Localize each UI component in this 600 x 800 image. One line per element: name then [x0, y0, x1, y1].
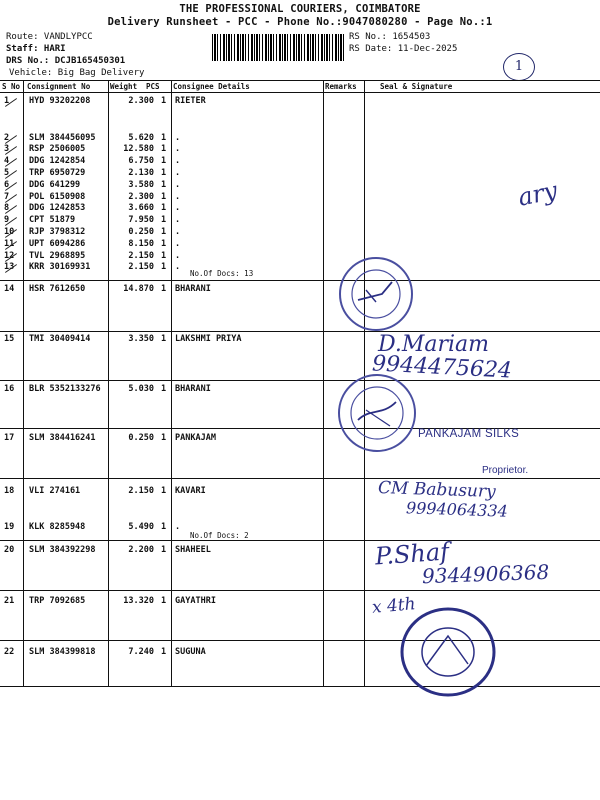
row-consignment-no: BLR 5352133276 — [29, 384, 101, 394]
row-pcs: 1 — [161, 203, 167, 213]
col-header-sno: S No — [2, 82, 21, 91]
row-consignment-no: TRP 6950729 — [29, 168, 86, 178]
runsheet-subtitle: Delivery Runsheet - PCC - Phone No.:9047080280 - Page No.:1 — [107, 16, 493, 28]
row-weight: 2.300 — [128, 96, 154, 106]
row-consignment-no: CPT 51879 — [29, 215, 76, 225]
docs-count: No.Of Docs: 13 — [190, 269, 254, 278]
row-consignment-no: SLM 384456095 — [29, 133, 96, 143]
row-weight: 6.750 — [128, 156, 154, 166]
row-pcs: 1 — [161, 133, 167, 143]
row-consignee: BHARANI — [175, 284, 211, 294]
row-pcs: 1 — [161, 156, 167, 166]
row-weight: 7.950 — [128, 215, 154, 225]
signature-name-20: P.Shaf — [374, 537, 450, 571]
row-sno: 2 — [4, 133, 10, 143]
row-sno: 13 — [4, 262, 15, 272]
drs-barcode — [212, 34, 345, 61]
column-divider — [323, 81, 324, 687]
row-consignee: . — [175, 227, 181, 237]
row-pcs: 1 — [161, 596, 167, 606]
row-sno: 16 — [4, 384, 15, 394]
row-weight: 5.620 — [128, 133, 154, 143]
row-divider — [0, 590, 600, 591]
row-weight: 3.580 — [128, 180, 154, 190]
row-consignee: PANKAJAM — [175, 433, 216, 443]
company-seal-stamp — [332, 368, 422, 458]
row-sno: 12 — [4, 251, 15, 261]
row-divider — [0, 331, 600, 332]
row-consignee: LAKSHMI PRIYA — [175, 334, 242, 344]
row-consignment-no: TMI 30409414 — [29, 334, 91, 344]
col-header-consignee: Consignee Details — [173, 82, 250, 91]
row-consignee: RIETER — [175, 96, 206, 106]
row-pcs: 1 — [161, 486, 167, 496]
row-consignee: GAYATHRI — [175, 596, 216, 606]
col-header-weight: Weight — [110, 82, 138, 91]
row-weight: 3.660 — [128, 203, 154, 213]
row-pcs: 1 — [161, 180, 167, 190]
row-consignment-no: SLM 384399818 — [29, 647, 96, 657]
row-sno: 11 — [4, 239, 15, 249]
drs-number: DRS No.: DCJB165450301 — [6, 56, 126, 66]
row-consignee: . — [175, 239, 181, 249]
row-sno: 21 — [4, 596, 15, 606]
rs-number: RS No.: 1654503 — [349, 32, 431, 42]
row-consignment-no: TRP 7092685 — [29, 596, 86, 606]
row-consignee: . — [175, 168, 181, 178]
row-consignment-no: DDG 1242854 — [29, 156, 86, 166]
row-consignment-no: KRR 30169931 — [29, 262, 91, 272]
staff-label: Staff: HARI — [6, 44, 66, 54]
row-consignment-no: KLK 8285948 — [29, 522, 86, 532]
row-sno: 7 — [4, 192, 10, 202]
row-sno: 14 — [4, 284, 15, 294]
col-header-seal: Seal & Signature — [380, 82, 453, 91]
table-top-border — [0, 80, 600, 81]
row-consignment-no: SLM 384392298 — [29, 545, 96, 555]
row-pcs: 1 — [161, 284, 167, 294]
row-pcs: 1 — [161, 647, 167, 657]
col-header-pcs: PCS — [146, 82, 160, 91]
vehicle-label: Vehicle: Big Bag Delivery — [9, 68, 145, 78]
row-consignment-no: DDG 641299 — [29, 180, 81, 190]
row-consignee: SHAHEEL — [175, 545, 211, 555]
col-header-consignment: Consignment No — [27, 82, 91, 91]
pankajam-silks-stamp: PANKAJAM SILKS — [418, 428, 520, 440]
row-consignment-no: DDG 1242853 — [29, 203, 86, 213]
row-weight: 2.200 — [128, 545, 154, 555]
row-sno: 10 — [4, 227, 15, 237]
route-label: Route: VANDLYPCC — [6, 32, 93, 42]
row-sno: 3 — [4, 144, 10, 154]
handwritten-page-mark: 1 — [503, 53, 535, 81]
row-pcs: 1 — [161, 239, 167, 249]
row-consignment-no: HSR 7612650 — [29, 284, 86, 294]
row-weight: 0.250 — [128, 227, 154, 237]
row-weight: 3.350 — [128, 334, 154, 344]
row-weight: 5.030 — [128, 384, 154, 394]
row-weight: 2.300 — [128, 192, 154, 202]
row-consignee: . — [175, 522, 181, 532]
row-consignment-no: POL 6150908 — [29, 192, 86, 202]
row-divider — [0, 478, 600, 479]
row-consignee: . — [175, 180, 181, 190]
signature-phone-18: 9994064334 — [405, 498, 509, 521]
row-weight: 8.150 — [128, 239, 154, 249]
row-consignee: . — [175, 203, 181, 213]
row-sno: 19 — [4, 522, 15, 532]
row-weight: 13.320 — [123, 596, 154, 606]
signature-mark-21: x 4th — [371, 594, 417, 618]
row-pcs: 1 — [161, 96, 167, 106]
row-sno: 1 — [4, 96, 10, 106]
row-sno: 8 — [4, 203, 10, 213]
row-pcs: 1 — [161, 522, 167, 532]
row-weight: 2.150 — [128, 486, 154, 496]
suguna-company-seal — [398, 606, 498, 698]
table-bottom-border — [0, 686, 600, 687]
row-pcs: 1 — [161, 215, 167, 225]
signature-name-15: D.Mariam — [378, 332, 490, 357]
row-consignee: SUGUNA — [175, 647, 206, 657]
row-consignee: . — [175, 144, 181, 154]
row-consignee: . — [175, 156, 181, 166]
row-weight: 2.130 — [128, 168, 154, 178]
signature-name-18: CM Babusury — [377, 477, 497, 503]
row-weight: 2.150 — [128, 251, 154, 261]
row-pcs: 1 — [161, 144, 167, 154]
row-weight: 12.580 — [123, 144, 154, 154]
row-consignee: . — [175, 251, 181, 261]
column-divider — [171, 81, 172, 687]
row-weight: 2.150 — [128, 262, 154, 272]
row-consignment-no: RJP 3798312 — [29, 227, 86, 237]
row-sno: 20 — [4, 545, 15, 555]
handwritten-initials: ary — [515, 176, 560, 212]
row-weight: 5.490 — [128, 522, 154, 532]
row-consignment-no: UPT 6094286 — [29, 239, 86, 249]
row-pcs: 1 — [161, 262, 167, 272]
row-pcs: 1 — [161, 227, 167, 237]
row-divider — [0, 540, 600, 541]
row-sno: 17 — [4, 433, 15, 443]
row-consignment-no: HYD 93202208 — [29, 96, 91, 106]
company-seal-stamp — [336, 254, 416, 334]
rs-date: RS Date: 11-Dec-2025 — [349, 44, 458, 54]
row-weight: 7.240 — [128, 647, 154, 657]
col-header-remarks: Remarks — [325, 82, 357, 91]
docs-count: No.Of Docs: 2 — [190, 531, 249, 540]
row-pcs: 1 — [161, 334, 167, 344]
row-pcs: 1 — [161, 168, 167, 178]
row-consignee: BHARANI — [175, 384, 211, 394]
row-weight: 0.250 — [128, 433, 154, 443]
row-consignee: . — [175, 192, 181, 202]
row-divider — [0, 280, 600, 281]
row-consignment-no: TVL 2968895 — [29, 251, 86, 261]
row-sno: 18 — [4, 486, 15, 496]
row-consignment-no: VLI 274161 — [29, 486, 81, 496]
row-sno: 4 — [4, 156, 10, 166]
column-divider — [108, 81, 109, 687]
table-header-border — [0, 92, 600, 93]
row-sno: 5 — [4, 168, 10, 178]
proprietor-stamp: Proprietor. — [482, 465, 529, 476]
row-consignee: . — [175, 133, 181, 143]
row-divider — [0, 640, 600, 641]
row-pcs: 1 — [161, 433, 167, 443]
row-pcs: 1 — [161, 192, 167, 202]
column-divider — [23, 81, 24, 687]
row-weight: 14.870 — [123, 284, 154, 294]
row-sno: 22 — [4, 647, 15, 657]
row-pcs: 1 — [161, 251, 167, 261]
row-pcs: 1 — [161, 384, 167, 394]
signature-phone-20: 9344906368 — [421, 559, 550, 589]
row-consignment-no: SLM 384416241 — [29, 433, 96, 443]
row-consignee: . — [175, 262, 181, 272]
row-sno: 15 — [4, 334, 15, 344]
runsheet-company-title: THE PROFESSIONAL COURIERS, COIMBATORE — [179, 3, 421, 15]
row-consignee: KAVARI — [175, 486, 206, 496]
row-pcs: 1 — [161, 545, 167, 555]
row-sno: 6 — [4, 180, 10, 190]
row-consignee: . — [175, 215, 181, 225]
row-sno: 9 — [4, 215, 10, 225]
signature-phone-15: 9944475624 — [371, 351, 513, 384]
row-consignment-no: RSP 2506005 — [29, 144, 86, 154]
